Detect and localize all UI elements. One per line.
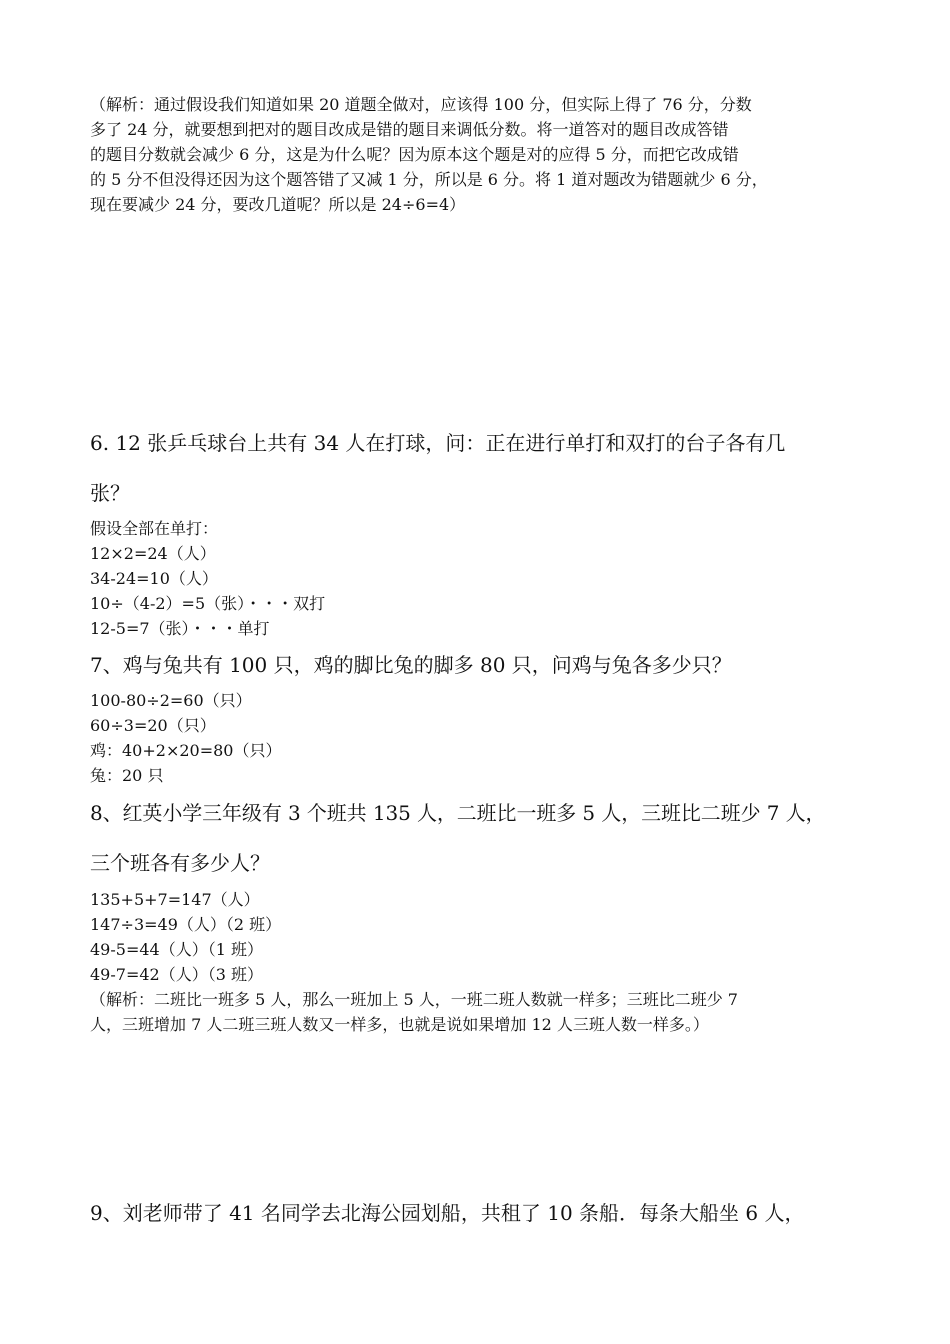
solution-line: 60÷3=20（只） (90, 716, 216, 735)
analysis-paragraph-top (90, 92, 880, 217)
solution-line: 135+5+7=147（人） (90, 890, 260, 909)
analysis-line: 现在要减少 24 分，要改几道呢？所以是 24÷6=4） (90, 195, 466, 214)
solution-line: 假设全部在单打： (90, 519, 219, 538)
analysis-line: 人，三班增加 7 人二班三班人数又一样多，也就是说如果增加 12 人三班人数一样多。） (90, 1015, 709, 1034)
question-7-solution (90, 688, 880, 788)
solution-line: 100-80÷2=60（只） (90, 691, 252, 710)
analysis-line: （解析：二班比一班多 5 人，那么一班加上 5 人，一班二班人数就一样多；三班比二班少 7 (90, 990, 738, 1009)
question-9 (90, 1198, 880, 1228)
solution-line: 49-7=42（人）（3 班） (90, 965, 263, 984)
solution-line: 鸡：40+2×20=80（只） (90, 741, 282, 760)
question-6-text-line2: 张？ (90, 481, 130, 505)
solution-line: 49-5=44（人）（1 班） (90, 940, 263, 959)
solution-line: 兔：20 只 (90, 766, 164, 785)
solution-line: 10÷（4-2）=5（张）・・・双打 (90, 594, 326, 613)
question-9-text-line1: 9、刘老师带了 41 名同学去北海公园划船，共租了 10 条船．每条大船坐 6 人， (90, 1201, 805, 1225)
analysis-line: 的 5 分不但没得还因为这个题答错了又减 1 分，所以是 6 分。将 1 道对题改为错题就少 6 分， (90, 170, 768, 189)
question-7-text: 7、鸡与兔共有 100 只，鸡的脚比兔的脚多 80 只，问鸡与兔各多少只？ (90, 653, 732, 677)
question-8-text-line2: 三个班各有多少人？ (90, 851, 270, 875)
solution-line: 12-5=7（张）・・・单打 (90, 619, 270, 638)
solution-line: 34-24=10（人） (90, 569, 218, 588)
question-8-solution (90, 887, 880, 1037)
question-6-solution (90, 516, 880, 641)
question-8 (90, 798, 880, 828)
analysis-line: 多了 24 分，就要想到把对的题目改成是错的题目来调低分数。将一道答对的题目改成答错 (90, 120, 729, 139)
question-8-text-line1: 8、红英小学三年级有 3 个班共 135 人，二班比一班多 5 人，三班比二班少 7 人， (90, 801, 826, 825)
question-8-continued (90, 848, 880, 878)
solution-line: 12×2=24（人） (90, 544, 216, 563)
question-6-continued (90, 478, 880, 508)
question-7 (90, 650, 880, 680)
question-6-text-line1: 6. 12 张乒乓球台上共有 34 人在打球，问：正在进行单打和双打的台子各有几 (90, 431, 786, 455)
analysis-line: （解析：通过假设我们知道如果 20 道题全做对，应该得 100 分，但实际上得了 76 分，分数 (90, 95, 752, 114)
solution-line: 147÷3=49（人）（2 班） (90, 915, 282, 934)
question-6 (90, 428, 880, 458)
analysis-line: 的题目分数就会减少 6 分，这是为什么呢？因为原本这个题是对的应得 5 分，而把它改成错 (90, 145, 739, 164)
